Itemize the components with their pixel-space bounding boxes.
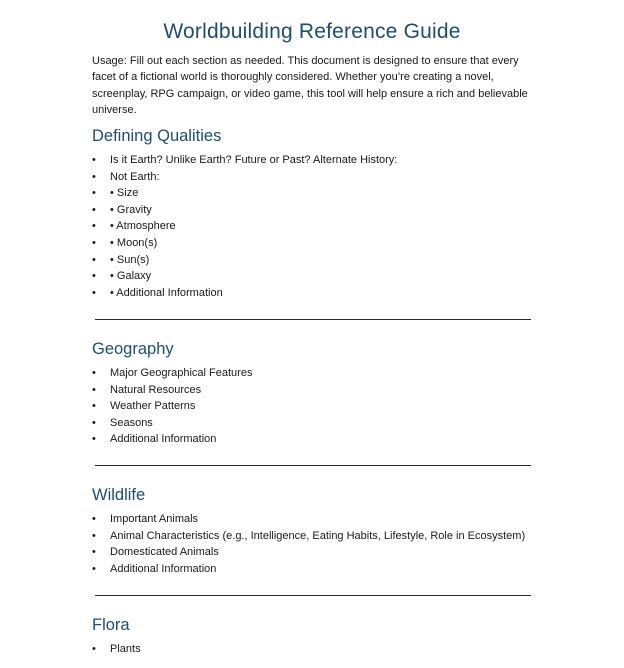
bullet-icon: • <box>92 286 96 299</box>
list-item: • Additional Information <box>92 561 552 578</box>
list-item: • Weather Patterns <box>92 398 552 415</box>
bullet-icon: • <box>92 270 96 283</box>
section-heading-wildlife: Wildlife <box>92 486 146 504</box>
flora-list <box>92 641 552 658</box>
wildlife-list <box>92 511 552 577</box>
list-item: • • Moon(s) <box>92 235 552 252</box>
section-heading-flora: Flora <box>92 616 130 634</box>
list-item: • Additional Information <box>92 431 552 448</box>
list-item: • • Atmosphere <box>92 218 552 235</box>
bullet-icon: • <box>92 236 96 249</box>
bullet-icon: • <box>92 546 96 559</box>
bullet-icon: • <box>92 367 96 379</box>
section-divider <box>95 319 531 320</box>
bullet-icon: • <box>92 400 96 413</box>
list-item: • • Size <box>92 185 552 202</box>
bullet-icon: • <box>92 433 96 446</box>
list-item: • Plants <box>92 641 552 658</box>
list-item: • Important Animals <box>92 511 552 528</box>
page-title: Worldbuilding Reference Guide <box>163 20 461 43</box>
section-divider <box>95 465 531 466</box>
geography-list <box>92 365 552 448</box>
bullet-icon: • <box>92 203 96 216</box>
list-item: • Natural Resources <box>92 382 552 399</box>
bullet-icon: • <box>92 529 96 542</box>
bullet-icon: • <box>92 187 96 200</box>
bullet-icon: • <box>92 643 96 655</box>
usage-paragraph: Usage: Fill out each section as needed. This document is designed to ensure that every facet of a fictional world is thoroughly considered. Whether you’re creating a novel, screenplay, RPG campaign, or video game, this tool will help ensure a rich and believable universe. <box>92 55 528 116</box>
list-item: • • Sun(s) <box>92 252 552 269</box>
list-item: • • Gravity <box>92 202 552 219</box>
bullet-icon: • <box>92 562 96 575</box>
list-item: • • Additional Information <box>92 285 552 302</box>
bullet-icon: • <box>92 220 96 233</box>
bullet-icon: • <box>92 416 96 429</box>
defining-qualities-list <box>92 152 552 301</box>
section-heading-defining-qualities: Defining Qualities <box>92 127 222 145</box>
list-item: • Major Geographical Features <box>92 365 552 382</box>
list-item: • Animal Characteristics (e.g., Intelligence, Eating Habits, Lifestyle, Role in Ecosystem) <box>92 528 552 545</box>
bullet-icon: • <box>92 253 96 266</box>
list-item: • Seasons <box>92 415 552 432</box>
section-divider <box>95 595 531 596</box>
bullet-icon: • <box>92 383 96 396</box>
bullet-icon: • <box>92 154 96 166</box>
list-item: • Domesticated Animals <box>92 544 552 561</box>
list-item: • Not Earth: <box>92 169 552 186</box>
list-item: • Is it Earth? Unlike Earth? Future or Past? Alternate History: <box>92 152 552 169</box>
bullet-icon: • <box>92 170 96 183</box>
list-item: • • Galaxy <box>92 268 552 285</box>
section-heading-geography: Geography <box>92 340 174 358</box>
bullet-icon: • <box>92 513 96 525</box>
